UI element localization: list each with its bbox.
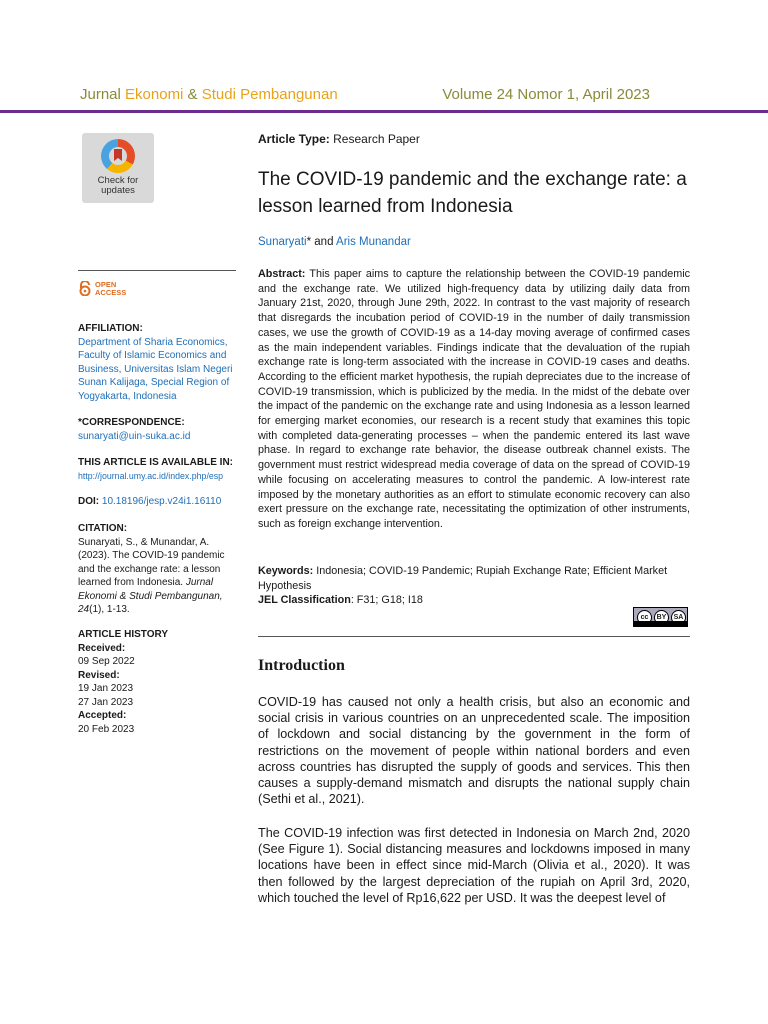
cc-mark: cc <box>637 610 652 625</box>
availability-label: THIS ARTICLE IS AVAILABLE IN: <box>78 457 233 468</box>
author-list: Sunaryati* and Aris Munandar <box>258 236 411 248</box>
section-heading-introduction: Introduction <box>258 657 345 674</box>
journal-ampersand: & <box>183 86 202 103</box>
volume-info: Volume 24 Nomor 1, April 2023 <box>442 86 650 103</box>
check-for-updates-badge[interactable] <box>82 133 154 203</box>
jel-classification <box>258 594 690 606</box>
accepted-date: 20 Feb 2023 <box>78 723 135 735</box>
journal-word-ekonomi: Ekonomi <box>125 86 184 103</box>
header-divider <box>0 110 768 113</box>
article-history-section <box>78 628 243 736</box>
jel-text: : F31; G18; I18 <box>350 594 423 606</box>
abstract <box>258 267 690 532</box>
revised-date-1: 19 Jan 2023 <box>78 683 134 694</box>
citation-label: CITATION: <box>78 523 128 534</box>
author-munandar-link[interactable]: Aris Munandar <box>336 236 411 248</box>
doi-label: DOI: <box>78 496 102 507</box>
journal-prefix: Jurnal <box>80 86 126 103</box>
affiliation-label: AFFILIATION: <box>78 323 143 334</box>
sidebar-divider <box>78 270 236 271</box>
doi-link[interactable]: 10.18196/jesp.v24i1.16110 <box>101 496 222 507</box>
open-access-text-2: ACCESS <box>95 288 127 297</box>
correspondence-email-link[interactable]: sunaryati@uin-suka.ac.id <box>78 430 191 442</box>
check-updates-icon <box>101 139 135 173</box>
revised-date-2: 27 Jan 2023 <box>78 696 134 708</box>
open-access-logo <box>78 280 138 298</box>
paragraph-2: The COVID-19 infection was first detected in Indonesia on March 2nd, 2020 (See Figure 1). Social distancing measures and lockdowns imposed in many locations have been in effect since mid-March (Olivia et al., 2020). It was then followed by the largest depreciation of the rupiah on April 3rd, 2020, which touched the level of Rp16,622 per USD. It was the deepest level of <box>258 826 690 905</box>
journal-word-studi: Studi Pembangunan <box>201 86 338 103</box>
journal-name <box>80 86 338 103</box>
affiliation-text: Department of Sharia Economics, Faculty of Islamic Economics and Business, Universitas Islam Negeri Sunan Kalijaga, Special Region of Yogyakarta, Indonesia <box>78 336 233 402</box>
corresponding-mark: * <box>306 236 312 248</box>
revised-label: Revised: <box>78 669 120 681</box>
keywords-text: Indonesia; COVID-19 Pandemic; Rupiah Exchange Rate; Efficient Market Hypothesis <box>258 565 668 592</box>
keywords <box>258 564 690 593</box>
abstract-text: This paper aims to capture the relationship between the COVID-19 pandemic and the exchange rate. We utilized high-frequency data by utilizing daily data from January 21st, 2020, through June 29th, 2022. In contrast to the vast majority of research that disregards the incubation period of COVID-19 in the number of daily transmission cases, we use the growth of COVID-19 as a 14-day moving average of confirmed cases as the main independent variables. Findings indicate that the devaluation of the rupiah exchange rate is long-term associated with the increase in COVID-19 cases and deaths. According to the efficient market hypothesis, the rupiah depreciates due to the increase of COVID-19 transmission, which is publicized by the media. In the midst of the debate over the impact of the pandemic on the exchange rate and using Indonesia as a lesson learned for emerging market economies, our research is a recent study that examines this topic with completed data-generating processes – when the pandemic entered its last wave phase. In regard to exchange rate behavior, the disease outbreak channel exists. The government must restrict widespread media coverage of data on the spread of COVID-19 while focusing on accelerating measures to control the pandemic. A low-interest rate imposed by the monetary authorities as an effort to stimulate economic recovery can also exert pressure on the exchange rate, necessitating the optimization of other instruments, such as foreign exchange intervention. <box>258 268 690 530</box>
correspondence-label: *CORRESPONDENCE: <box>78 417 185 428</box>
affiliation-section <box>78 322 243 403</box>
sa-mark: SA <box>671 610 686 625</box>
received-label: Received: <box>78 642 126 654</box>
article-title: The COVID-19 pandemic and the exchange rate: a lesson learned from Indonesia <box>258 169 687 217</box>
check-updates-text: Check for updates <box>97 175 139 196</box>
jel-label: JEL Classification <box>258 594 351 606</box>
journal-url-link[interactable]: http://journal.umy.ac.id/index.php/esp <box>78 470 224 481</box>
correspondence-section <box>78 416 243 443</box>
availability-section <box>78 456 243 483</box>
accepted-label: Accepted: <box>78 710 127 721</box>
abstract-label: Abstract: <box>258 268 306 280</box>
citation-section <box>78 522 243 617</box>
cc-license-icon[interactable] <box>633 607 688 627</box>
author-sunaryati-link[interactable]: Sunaryati <box>258 236 307 248</box>
journal-header <box>0 0 768 114</box>
history-label: ARTICLE HISTORY <box>78 629 169 640</box>
received-date: 09 Sep 2022 <box>78 656 135 667</box>
open-access-text-1: OPEN <box>95 280 117 289</box>
paragraph-1: COVID-19 has caused not only a health crisis, but also an economic and social crisis in various countries on an unprecedented scale. The imposition of lockdown and social distancing by the government in the form of restrictions on the movement of people within national borders and even across countries has disrupted the supply of goods and services. This then causes a supply-demand mismatch and disrupts the national supply chain (Sethi et al., 2021). <box>258 695 690 807</box>
keywords-label: Keywords: <box>258 565 314 577</box>
doi-section <box>78 495 243 509</box>
main-divider <box>258 636 690 637</box>
open-lock-icon <box>78 281 92 296</box>
by-mark: BY <box>654 610 669 625</box>
citation-text: Sunaryati, S., & Munandar, A. (2023). The COVID-19 pandemic and the exchange rate: a lesson learned from Indonesia. Jurnal Ekonomi & Studi Pembangunan, 24(1), 1-13. <box>78 536 225 615</box>
article-type: Article Type: Research Paper <box>258 132 420 146</box>
